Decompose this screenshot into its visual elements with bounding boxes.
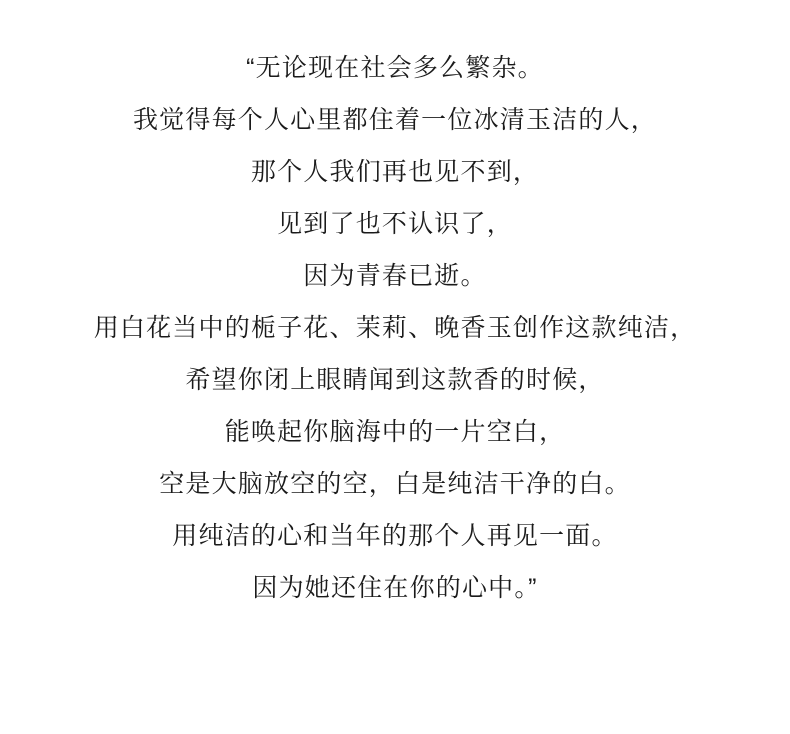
poem-line: 见到了也不认识了， [277,210,513,238]
poem-line: “无论现在社会多么繁杂。 [246,54,544,82]
poem-line: 用白花当中的栀子花、茉莉、晚香玉创作这款纯洁， [93,314,697,342]
poem-line: 因为她还住在你的心中。” [252,574,538,602]
poem-line: 因为青春已逝。 [303,262,487,290]
poem-line: 空是大脑放空的空，白是纯洁干净的白。 [159,470,631,498]
poem-line: 我觉得每个人心里都住着一位冰清玉洁的人， [132,106,657,134]
poem-line: 能唤起你脑海中的一片空白， [224,418,566,446]
poem-block [40,42,750,614]
poem-line: 用纯洁的心和当年的那个人再见一面。 [172,522,618,550]
poem-line: 希望你闭上眼睛闻到这款香的时候， [185,366,605,394]
poem-line: 那个人我们再也见不到， [250,158,540,186]
